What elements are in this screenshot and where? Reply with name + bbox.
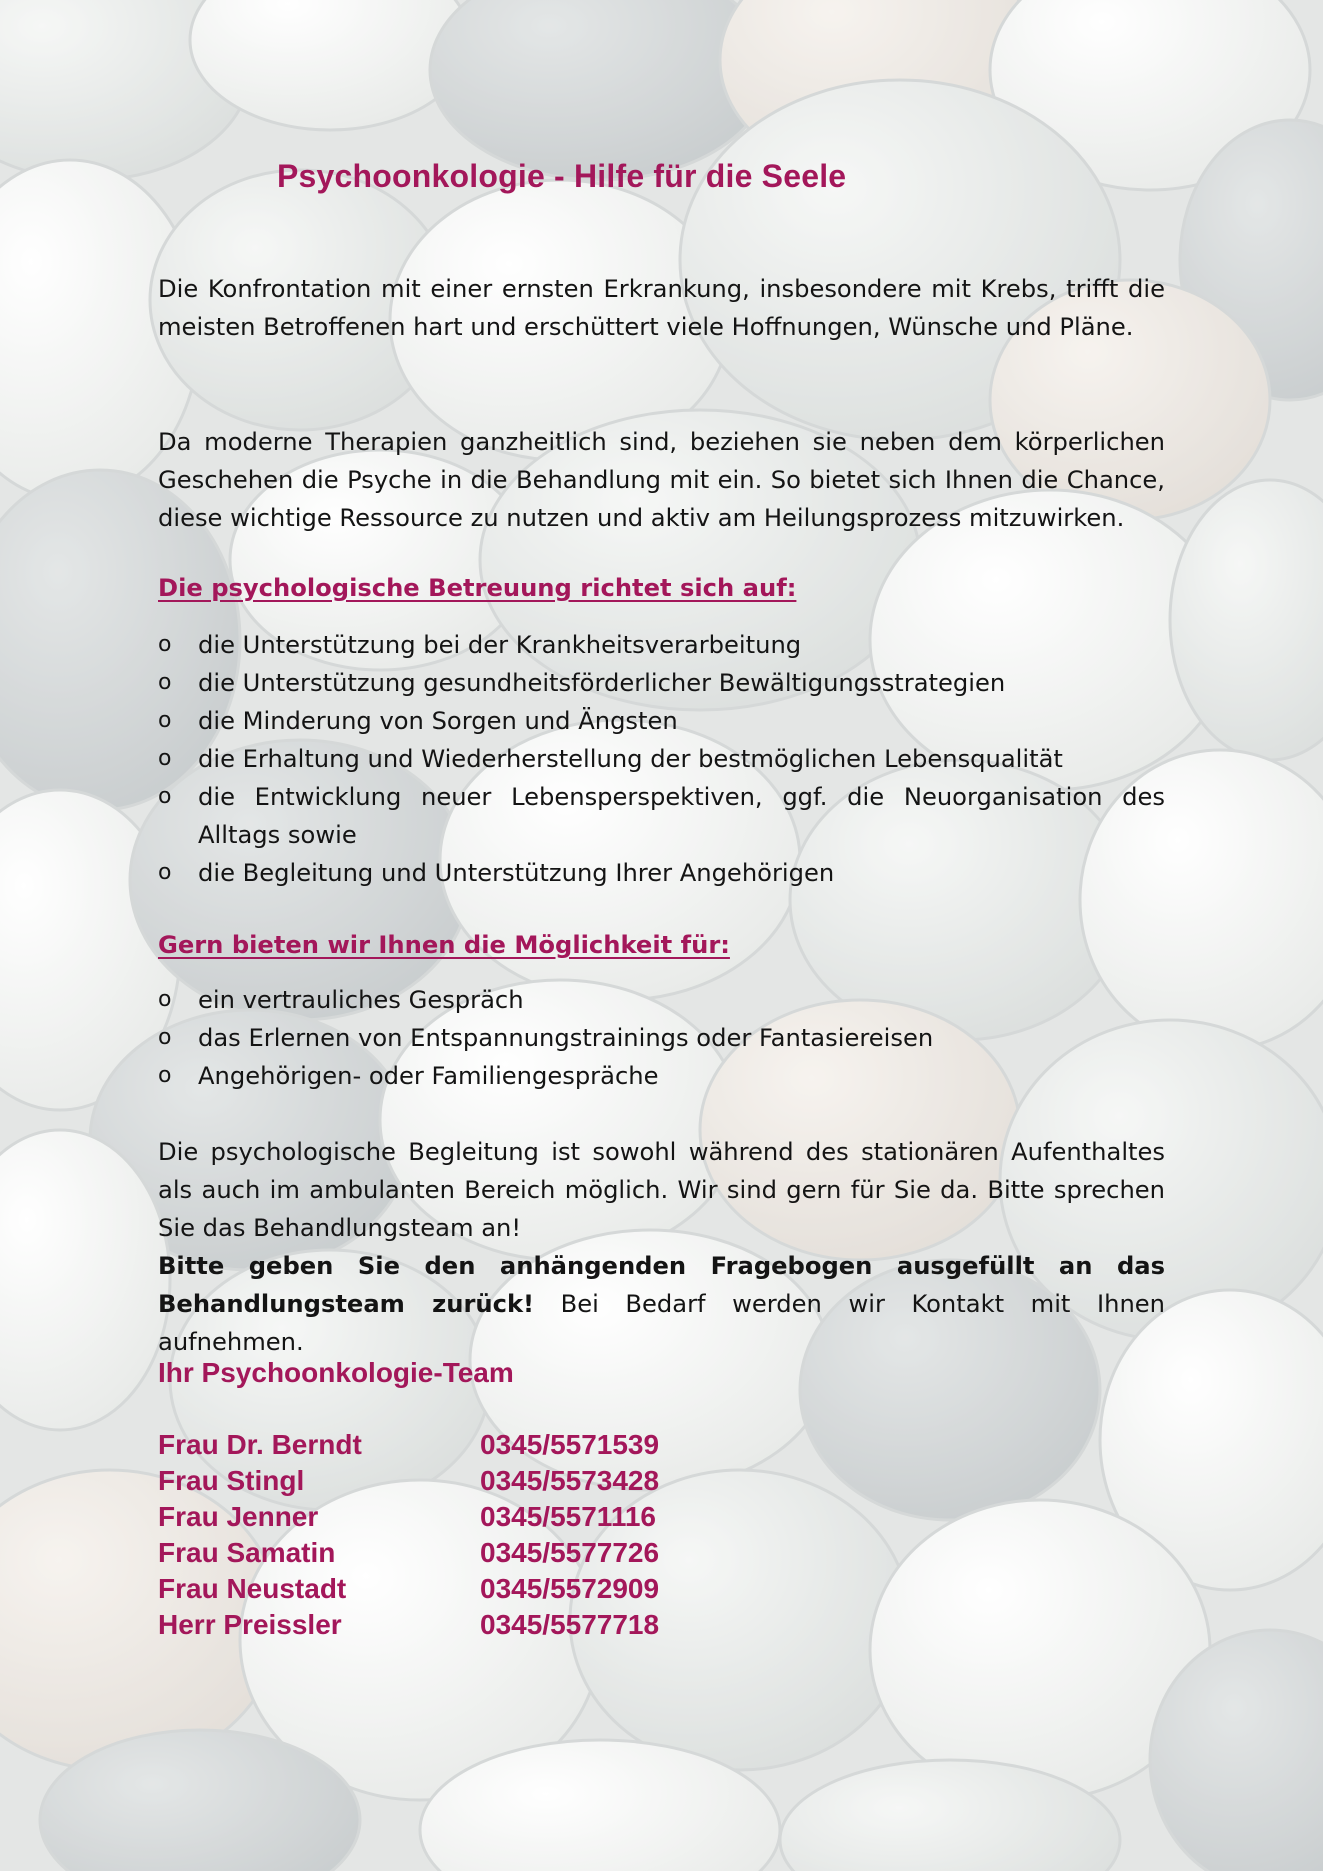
contact-name: Herr Preissler [158, 1609, 342, 1640]
page-title: Psychoonkologie - Hilfe für die Seele [277, 158, 847, 194]
contact-phone: 0345/5577718 [480, 1609, 660, 1640]
contact-row [158, 1429, 758, 1465]
list-item: o Angehörigen- oder Familiengespräche [158, 1057, 1165, 1095]
list-item: o das Erlernen von Entspannungstrainings oder Fantasiereisen [158, 1019, 1165, 1057]
list-item: o die Minderung von Sorgen und Ängsten [158, 702, 1165, 740]
contact-name: Frau Dr. Berndt [158, 1429, 362, 1460]
contact-row [158, 1573, 758, 1609]
offers-list [158, 981, 1165, 1095]
list-item: o die Unterstützung bei der Krankheitsverarbeitung [158, 626, 1165, 664]
contact-phone: 0345/5573428 [480, 1465, 660, 1496]
contact-phone: 0345/5572909 [480, 1573, 660, 1604]
contact-phone: 0345/5571116 [480, 1501, 656, 1532]
contact-phone: 0345/5577726 [480, 1537, 660, 1568]
list-item: o die Unterstützung gesundheitsförderlicher Bewältigungsstrategien [158, 664, 1165, 702]
list-item: o die Begleitung und Unterstützung Ihrer Angehörigen [158, 854, 1165, 892]
list-item: o die Erhaltung und Wiederherstellung der bestmöglichen Lebensqualität [158, 740, 1165, 778]
intro-paragraph: Die Konfrontation mit einer ernsten Erkrankung, insbesondere mit Krebs, trifft die meisten Betroffenen hart und erschüttert viele Hoffnungen, Wünsche und Pläne. [158, 275, 1165, 341]
contact-row [158, 1609, 758, 1645]
questionnaire-note-bold: Bitte geben Sie den anhängenden Fragebogen ausgefüllt an das Behandlungsteam zurück! [158, 1252, 1165, 1318]
bullet-icon: o [158, 708, 172, 733]
bullet-icon: o [158, 632, 172, 657]
contact-row [158, 1465, 758, 1501]
bullet-icon: o [158, 670, 172, 695]
team-heading: Ihr Psychoonkologie-Team [158, 1357, 514, 1388]
list-item: o die Entwicklung neuer Lebensperspektiven, ggf. die Neuorganisation des Alltags sowie [158, 778, 1165, 854]
bullet-icon: o [158, 784, 172, 809]
contact-row [158, 1537, 758, 1573]
care-list [158, 626, 1165, 892]
section-heading-care: Die psychologische Betreuung richtet sich auf: [158, 574, 797, 602]
contact-list [158, 1429, 758, 1645]
section-heading-offers: Gern bieten wir Ihnen die Möglichkeit für: [158, 931, 730, 959]
contact-row [158, 1501, 758, 1537]
contact-name: Frau Stingl [158, 1465, 305, 1496]
contact-phone: 0345/5571539 [480, 1429, 660, 1460]
bullet-icon: o [158, 860, 172, 885]
therapy-paragraph: Da moderne Therapien ganzheitlich sind, beziehen sie neben dem körperlichen Geschehen die Psyche in die Behandlung mit ein. So bietet sich Ihnen die Chance, diese wichtige Ressource zu nutzen und aktiv am Heilungsprozess mitzuwirken. [158, 428, 1165, 532]
questionnaire-note-rest: Bei Bedarf werden wir Kontakt mit Ihnen aufnehmen. [158, 1290, 1165, 1356]
bullet-icon: o [158, 746, 172, 771]
bullet-icon: o [158, 987, 172, 1012]
bullet-icon: o [158, 1063, 172, 1088]
bullet-icon: o [158, 1025, 172, 1050]
closing-paragraph: Die psychologische Begleitung ist sowohl während des stationären Aufenthaltes als auch im ambulanten Bereich möglich. Wir sind gern für Sie da. Bitte sprechen Sie das Behandlungsteam an! [158, 1138, 1165, 1242]
contact-name: Frau Neustadt [158, 1573, 347, 1604]
questionnaire-note [158, 1247, 1165, 1361]
list-item: o ein vertrauliches Gespräch [158, 981, 1165, 1019]
contact-name: Frau Jenner [158, 1501, 319, 1532]
contact-name: Frau Samatin [158, 1537, 336, 1568]
